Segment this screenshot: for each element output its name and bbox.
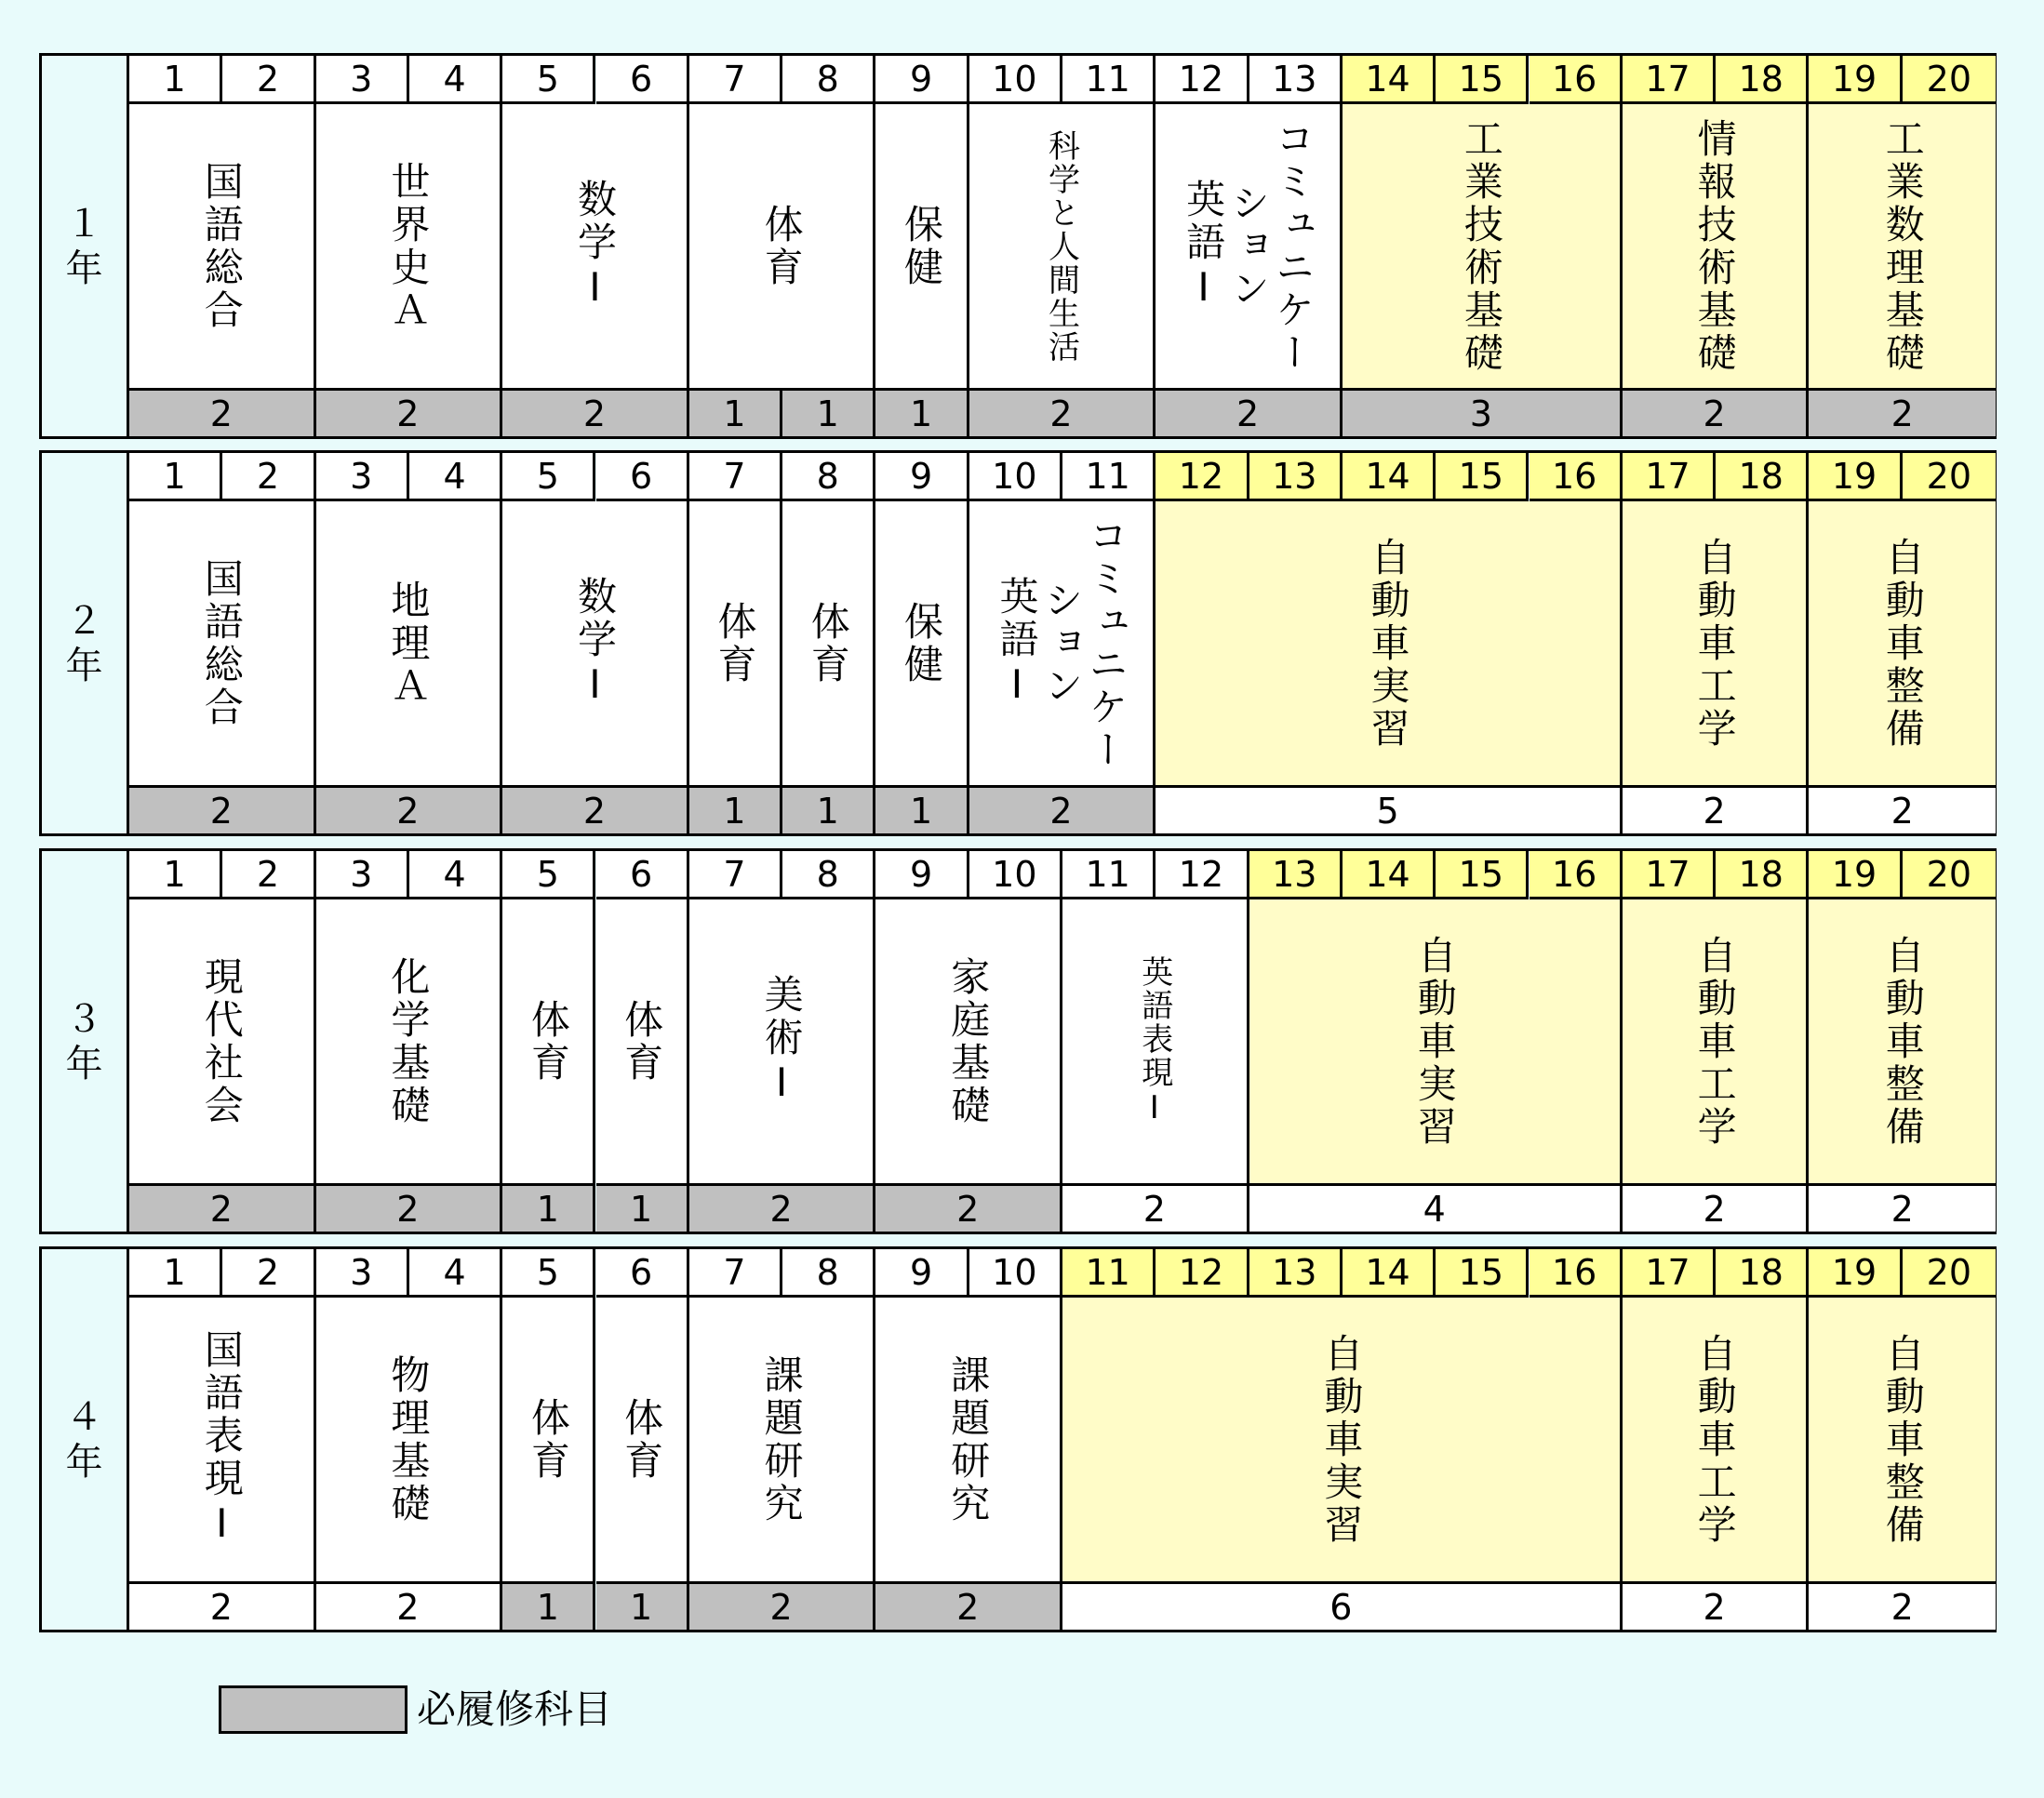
period-number: 3 [316, 851, 409, 899]
subject-name: ション [1038, 579, 1085, 708]
subject-cell [129, 1298, 316, 1584]
subject-cell [596, 1298, 689, 1584]
period-number: 19 [1809, 453, 1902, 501]
year-label-text: 年 [65, 246, 103, 290]
period-number: 6 [596, 453, 689, 501]
credit-value: 3 [1343, 391, 1623, 436]
subject-cell [316, 1298, 503, 1584]
year-label-text: １ [65, 202, 103, 246]
period-number: 11 [1062, 1249, 1156, 1298]
subject-name: 国語表現Ⅰ [198, 1329, 245, 1550]
credit-value: 2 [875, 1186, 1062, 1232]
period-number: 16 [1530, 453, 1623, 501]
subject-name: 体育 [525, 1396, 571, 1483]
period-number: 9 [875, 56, 969, 104]
period-number: 10 [969, 851, 1062, 899]
credit-value: 2 [316, 788, 503, 833]
subject-cell [129, 104, 316, 391]
period-number: 15 [1436, 851, 1529, 899]
period-number: 16 [1530, 1249, 1623, 1298]
subject-cell [1623, 501, 1810, 788]
credit-value: 2 [689, 1186, 876, 1232]
period-number: 7 [689, 851, 782, 899]
subject-name: 保健 [899, 203, 945, 289]
subject-cell [1156, 501, 1623, 788]
period-number: 3 [316, 56, 409, 104]
subject-cell [129, 501, 316, 788]
subject-cell [502, 104, 689, 391]
period-number: 20 [1903, 1249, 1996, 1298]
period-number: 19 [1809, 56, 1902, 104]
subject-cell [316, 104, 503, 391]
subject-name: 自動車整備 [1879, 1332, 1926, 1547]
credit-value: 2 [1623, 788, 1810, 833]
credit-value: 2 [502, 391, 689, 436]
period-number: 15 [1436, 56, 1529, 104]
subject-cell [689, 501, 782, 788]
period-number: 20 [1903, 56, 1996, 104]
credit-value: 2 [1623, 1584, 1810, 1630]
period-number: 12 [1156, 56, 1249, 104]
credit-value: 2 [129, 1186, 316, 1232]
credit-value: 2 [316, 1584, 503, 1630]
subject-name: 美術Ⅰ [758, 974, 805, 1109]
credit-value: 2 [1809, 1584, 1996, 1630]
subject-cell [1623, 1298, 1810, 1584]
credit-value: 2 [129, 788, 316, 833]
subject-cell [1343, 104, 1623, 391]
period-number: 6 [596, 1249, 689, 1298]
subject-name: コミュニケー [1083, 514, 1129, 772]
subject-name: 地理Ａ [385, 579, 432, 708]
period-number: 7 [689, 56, 782, 104]
subject-cell [969, 501, 1156, 788]
credit-value: 2 [1809, 391, 1996, 436]
period-number: 5 [502, 453, 595, 501]
subject-cell [129, 899, 316, 1186]
subject-name: 国語総合 [198, 160, 245, 332]
credit-value: 1 [502, 1584, 595, 1630]
subject-cell [875, 1298, 1062, 1584]
period-number: 17 [1623, 56, 1716, 104]
period-number: 2 [222, 1249, 315, 1298]
period-number: 14 [1343, 56, 1436, 104]
period-number: 8 [782, 851, 875, 899]
subject-cell [875, 899, 1062, 1186]
credit-value: 1 [596, 1186, 689, 1232]
credit-value: 2 [1623, 391, 1810, 436]
year-label-text: ３ [65, 997, 103, 1041]
year-grid [129, 1249, 1994, 1630]
subject-cell [502, 899, 595, 1186]
period-number: 18 [1716, 1249, 1809, 1298]
period-number: 7 [689, 1249, 782, 1298]
period-number: 12 [1156, 1249, 1249, 1298]
period-number: 5 [502, 1249, 595, 1298]
credit-value: 2 [316, 1186, 503, 1232]
period-number: 11 [1062, 453, 1156, 501]
year-label [42, 1249, 129, 1630]
period-number: 14 [1343, 453, 1436, 501]
subject-cell [596, 899, 689, 1186]
period-number: 9 [875, 1249, 969, 1298]
subject-name: 自動車実習 [1318, 1332, 1365, 1547]
period-number: 11 [1062, 851, 1156, 899]
subject-cell [316, 501, 503, 788]
legend-swatch [219, 1685, 407, 1734]
subject-name: 課題研究 [758, 1353, 805, 1525]
subject-name: 現代社会 [198, 955, 245, 1127]
credit-value: 1 [875, 788, 969, 833]
period-number: 9 [875, 453, 969, 501]
period-number: 15 [1436, 1249, 1529, 1298]
subject-cell [502, 1298, 595, 1584]
subject-name: 数学Ⅰ [571, 179, 618, 313]
subject-name: 体育 [619, 998, 665, 1085]
subject-name: 家庭基礎 [945, 955, 992, 1127]
year-block-3 [39, 848, 1997, 1234]
subject-cell [316, 899, 503, 1186]
year-label [42, 453, 129, 833]
subject-name: 体育 [619, 1396, 665, 1483]
subject-name: 情報技術基礎 [1691, 117, 1738, 375]
year-label-text: 年 [65, 1042, 103, 1085]
period-number: 8 [782, 56, 875, 104]
subject-cell [1062, 1298, 1623, 1584]
period-number: 11 [1062, 56, 1156, 104]
period-number: 1 [129, 1249, 222, 1298]
period-number: 17 [1623, 1249, 1716, 1298]
credit-value: 1 [875, 391, 969, 436]
period-number: 18 [1716, 453, 1809, 501]
credit-value: 5 [1156, 788, 1623, 833]
year-grid [129, 56, 1994, 436]
subject-name: 課題研究 [945, 1353, 992, 1525]
credit-value: 2 [129, 1584, 316, 1630]
credit-value: 2 [1156, 391, 1343, 436]
subject-cell [689, 1298, 876, 1584]
period-number: 13 [1249, 1249, 1343, 1298]
subject-name: 科学と人間生活 [1042, 128, 1080, 364]
period-number: 6 [596, 56, 689, 104]
subject-name: 国語総合 [198, 557, 245, 729]
subject-name: 数学Ⅰ [571, 576, 618, 711]
period-number: 1 [129, 56, 222, 104]
period-number: 18 [1716, 56, 1809, 104]
period-number: 2 [222, 56, 315, 104]
period-number: 3 [316, 1249, 409, 1298]
year-label [42, 851, 129, 1232]
period-number: 17 [1623, 453, 1716, 501]
credit-value: 2 [502, 788, 689, 833]
period-number: 1 [129, 453, 222, 501]
subject-name: 体育 [758, 203, 805, 289]
period-number: 8 [782, 1249, 875, 1298]
subject-cell [502, 501, 689, 788]
subject-name: 自動車工学 [1691, 536, 1738, 751]
credit-value: 4 [1249, 1186, 1623, 1232]
subject-name: 自動車実習 [1365, 536, 1411, 751]
credit-value: 2 [689, 1584, 876, 1630]
subject-cell [782, 501, 875, 788]
subject-cell [875, 104, 969, 391]
subject-cell [875, 501, 969, 788]
period-number: 16 [1530, 56, 1623, 104]
period-number: 13 [1249, 851, 1343, 899]
period-number: 9 [875, 851, 969, 899]
subject-cell [1623, 899, 1810, 1186]
period-number: 10 [969, 1249, 1062, 1298]
period-number: 10 [969, 56, 1062, 104]
period-number: 17 [1623, 851, 1716, 899]
subject-name: 体育 [805, 600, 851, 686]
subject-name: 自動車工学 [1691, 934, 1738, 1149]
credit-value: 2 [1809, 788, 1996, 833]
period-number: 13 [1249, 453, 1343, 501]
credit-value: 2 [1809, 1186, 1996, 1232]
year-label [42, 56, 129, 436]
subject-name: コミュニケー [1270, 117, 1316, 375]
credit-value: 1 [689, 391, 782, 436]
subject-name: 英語Ⅰ [994, 576, 1040, 711]
subject-name: 自動車工学 [1691, 1332, 1738, 1547]
period-number: 15 [1436, 453, 1529, 501]
subject-name: 保健 [899, 600, 945, 686]
subject-name: 英語表現Ⅰ [1135, 954, 1173, 1128]
period-number: 19 [1809, 1249, 1902, 1298]
subject-name: 英語Ⅰ [1181, 179, 1227, 313]
credit-value: 1 [782, 788, 875, 833]
year-block-2 [39, 450, 1997, 836]
subject-name: 自動車整備 [1879, 934, 1926, 1149]
credit-value: 2 [1623, 1186, 1810, 1232]
subject-name: 体育 [525, 998, 571, 1085]
credit-value: 2 [969, 788, 1156, 833]
credit-value: 1 [689, 788, 782, 833]
credit-value: 2 [875, 1584, 1062, 1630]
period-number: 5 [502, 851, 595, 899]
year-grid [129, 851, 1994, 1232]
subject-cell [1809, 104, 1996, 391]
subject-cell [969, 104, 1156, 391]
period-number: 13 [1249, 56, 1343, 104]
period-number: 3 [316, 453, 409, 501]
credit-value: 1 [596, 1584, 689, 1630]
subject-name: 自動車実習 [1411, 934, 1458, 1149]
subject-name: 化学基礎 [385, 955, 432, 1127]
period-number: 8 [782, 453, 875, 501]
subject-cell [1809, 899, 1996, 1186]
year-grid [129, 453, 1994, 833]
period-number: 18 [1716, 851, 1809, 899]
year-label-text: 年 [65, 1440, 103, 1484]
period-number: 4 [409, 453, 502, 501]
period-number: 2 [222, 453, 315, 501]
subject-name: 工業技術基礎 [1458, 117, 1504, 375]
subject-name: 物理基礎 [385, 1353, 432, 1525]
period-number: 16 [1530, 851, 1623, 899]
subject-cell [689, 104, 876, 391]
credit-value: 2 [969, 391, 1156, 436]
period-number: 2 [222, 851, 315, 899]
credit-value: 6 [1062, 1584, 1623, 1630]
year-label-text: ４ [65, 1395, 103, 1439]
credit-value: 2 [316, 391, 503, 436]
year-label-text: 年 [65, 644, 103, 687]
credit-value: 2 [129, 391, 316, 436]
credit-value: 2 [1062, 1186, 1249, 1232]
period-number: 14 [1343, 851, 1436, 899]
period-number: 1 [129, 851, 222, 899]
period-number: 20 [1903, 453, 1996, 501]
credit-value: 1 [502, 1186, 595, 1232]
subject-name: ション [1225, 181, 1272, 311]
subject-name: 自動車整備 [1879, 536, 1926, 751]
subject-name: 世界史Ａ [385, 160, 432, 332]
subject-name: 工業数理基礎 [1879, 117, 1926, 375]
period-number: 5 [502, 56, 595, 104]
subject-cell [689, 899, 876, 1186]
subject-cell [1062, 899, 1249, 1186]
year-block-4 [39, 1246, 1997, 1632]
subject-cell [1623, 104, 1810, 391]
period-number: 4 [409, 851, 502, 899]
period-number: 6 [596, 851, 689, 899]
subject-cell [1249, 899, 1623, 1186]
period-number: 4 [409, 1249, 502, 1298]
year-block-1 [39, 53, 1997, 439]
period-number: 4 [409, 56, 502, 104]
subject-cell [1809, 501, 1996, 788]
period-number: 10 [969, 453, 1062, 501]
period-number: 12 [1156, 453, 1249, 501]
period-number: 19 [1809, 851, 1902, 899]
legend-label: 必履修科目 [417, 1686, 613, 1732]
subject-cell [1156, 104, 1343, 391]
subject-cell [1809, 1298, 1996, 1584]
credit-value: 1 [782, 391, 875, 436]
subject-name: 体育 [712, 600, 758, 686]
period-number: 12 [1156, 851, 1249, 899]
year-label-text: ２ [65, 599, 103, 643]
period-number: 20 [1903, 851, 1996, 899]
period-number: 7 [689, 453, 782, 501]
period-number: 14 [1343, 1249, 1436, 1298]
